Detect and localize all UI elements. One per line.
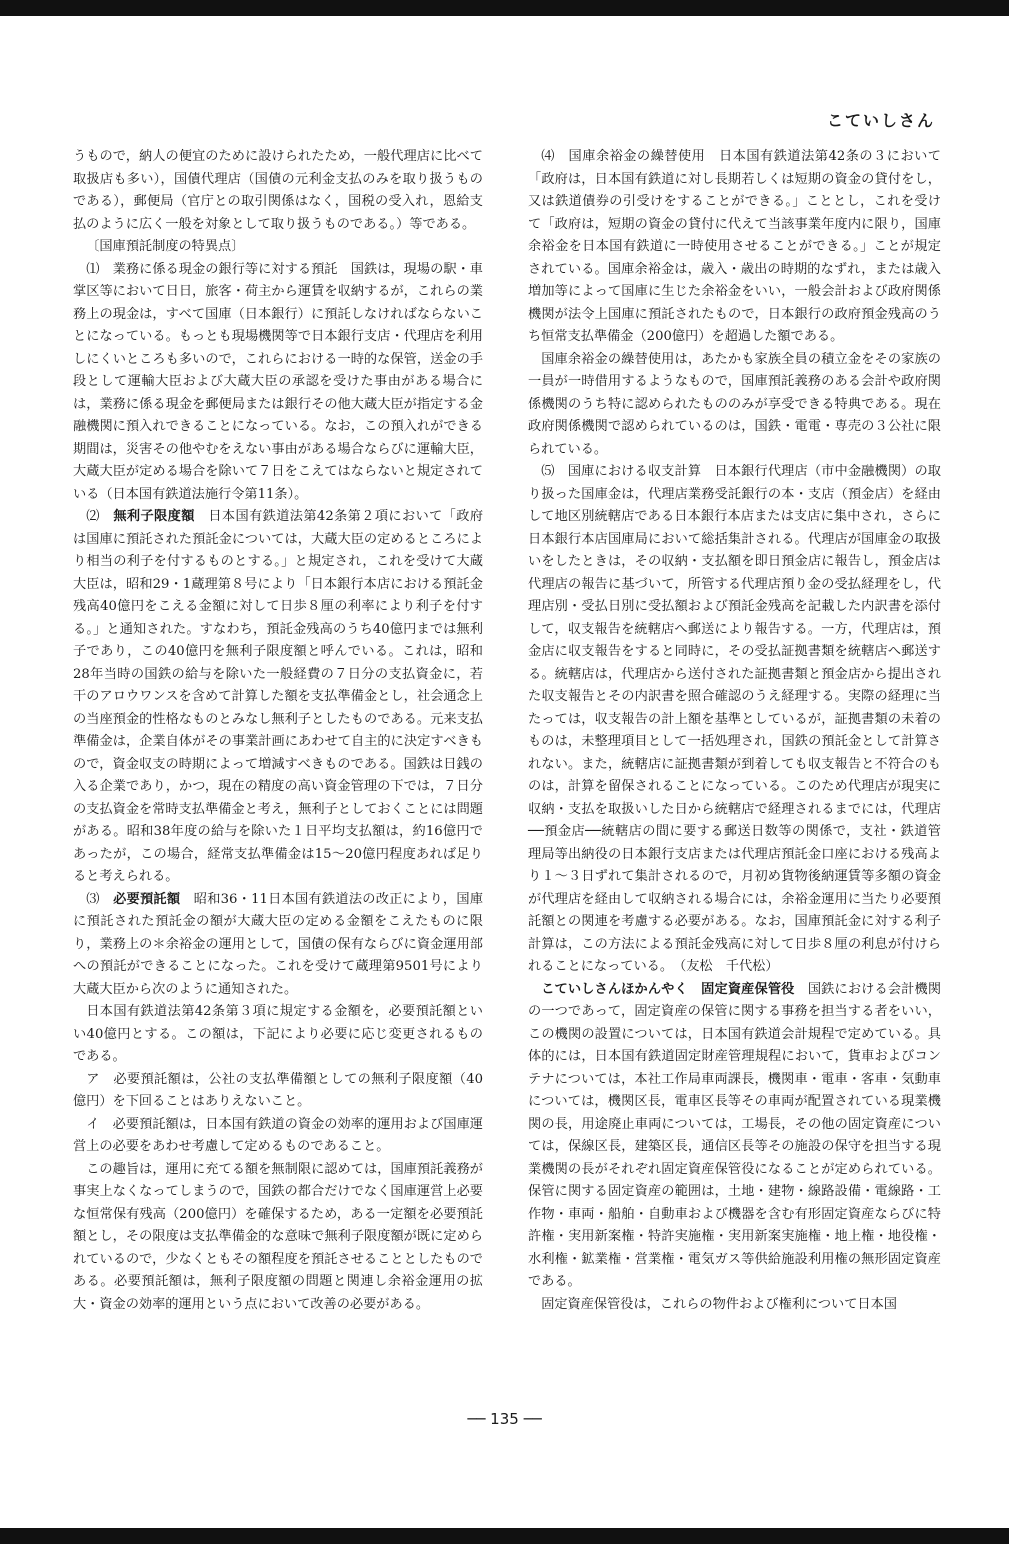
section-heading: 〔国庫預託制度の特異点〕 xyxy=(86,239,245,254)
paragraph: ア 必要預託額は，公社の支払準備額としての無利子限度額（40億円）を下回ることはありえないこと。 xyxy=(73,1071,483,1109)
page-number: ── 135 ── xyxy=(467,1410,542,1428)
paragraph: この趣旨は，運用に充てる額を無制限に認めては，国庫預託義務が事実上なくなってしまうので，国鉄の都合だけでなく国庫運営上必要な恒常保有残高（200億円）を確保するため，ある一定額を必要預託額とし，その限度は支払準備金的な意味で無利子限度額が既に定められているので，少なくともその額程度を預託させることとしたものである。必要預託額は，無利子限度額の問題と関連し余裕金運用の拡大・資金の効率的運用という点において改善の必要がある。 xyxy=(73,1161,483,1312)
page-number-value: 135 xyxy=(490,1410,519,1428)
right-column xyxy=(528,146,941,1316)
paragraph-body: ⑸ 国庫における収支計算 日本銀行代理店（市中金融機関）の取り扱った国庫金は，代理店業務受託銀行の本・支店（預金店）を経由して地区別統轄店である日本銀行本店または支店に集中され，さらに日本銀行本店国庫局において総括集計される。代理店が国庫金の取扱いをしたときは，その収納・支払額を即日預金店に報告し，預金店は代理店の報告に基づいて，所管する代理店預り金の受払経理をし，代理店別・受払日別に受払額および預託金残高を記載した内訳書を添付して，収支報告を統轄店へ郵送により報告する。一方，代理店は，預金店に収支報告をすると同時に，その受払証拠書類を統轄店へ郵送する。統轄店は，代理店から送付された証拠書類と預金店から提出された収支報告とその内訳書を照合確認のうえ経理する。実際の経理に当たっては，収支報告の計上額を基準としているが，証拠書類の未着のものは，未整理項目として一括処理され，国鉄の預託金として計算されない。また，統轄店に証拠書類が到着しても収支報告と不符合のものは，計算を留保されることになっている。このため代理店が現実に収納・支払を取扱いした日から統轄店で経理されるまでには，代理店──預金店──統轄店の間に要する郵送日数等の関係で，支社・鉄道管理局等出納役の日本銀行支店または代理店預託金口座における残高より１〜３日ずれて集計されるので，月初め貨物後納運賃等多額の資金が代理店を経由して収納される場合には，余裕金運用に当たり必要預託額との関連を考慮する必要がある。なお，国庫預託金に対する利子計算は，この方法による預託金残高に対して日歩８厘の利息が付けられることになっている。 xyxy=(528,464,941,974)
paragraph: うもので，納人の便宜のために設けられたため，一般代理店に比べて取扱店も多い），国債代理店（国債の元利金支払のみを取り扱うものである），郵便局（官庁との取引関係はなく，国税の受入れ，恩給支払のように広く一般を対象として取り扱うものである。）等である。 xyxy=(73,149,483,232)
paragraph: 固定資産保管役は，これらの物件および権利について日本国 xyxy=(541,1296,897,1312)
term-heading: 無利子限度額 xyxy=(113,509,195,524)
paragraph-body: 日本国有鉄道法第42条第２項において「政府は国庫に預託された預託金については，大蔵大臣の定めるところにより相当の利子を付するものとする。」と規定され，これを受けて大蔵大臣は，昭和29・1蔵理第８号により「日本銀行本店における預託金残高40億円をこえる金額に対して日歩８厘の利率により利子を付する。」と通知された。すなわち，預託金残高のうち40億円までは無利子であり，この40億円を無利子限度額と呼んでいる。これは，昭和28年当時の国鉄の給与を除いた一般経費の７日分の支払資金に，若干のアロウワンスを含めて計算した額を支払準備金とし，社会通念上の当座預金的性格なものとみなし無利子としたものである。元来支払準備金は，企業自体がその事業計画にあわせて自主的に決定すべきもので，資金収支の時期によって増減すべきものである。国鉄は日銭の入る企業であり，かつ，現在の精度の高い資金管理の下では，７日分の支払資金を常時支払準備金と考え，無利子としておくことには問題がある。昭和38年度の給与を除いた１日平均支払額は，約16億円であったが，この場合，経常支払準備金は15〜20億円程度あれば足りると考えられる。 xyxy=(73,509,484,884)
paragraph: 日本国有鉄道法第42条第３項に規定する金額を，必要預託額といい40億円とする。この額は，下記により必要に応じ変更されるものである。 xyxy=(73,1004,483,1064)
entry-heading: こていしさんほかんやく 固定資産保管役 xyxy=(541,981,795,997)
paragraph: イ 必要預託額は，日本国有鉄道の資金の効率的運用および国庫運営上の必要をあわせ考慮して定めるものであること。 xyxy=(73,1116,483,1154)
term-heading: 必要預託額 xyxy=(113,891,181,907)
paragraph xyxy=(528,979,941,1294)
running-head: こていしさん xyxy=(826,111,935,130)
paragraph: ⑴ 業務に係る現金の銀行等に対する預託 国鉄は，現場の駅・車掌区等において日日，旅客・荷主から運賃を収納するが，これらの業務上の現金は，すべて国庫（日本銀行）に預託しなければならないことになっている。もっとも現場機関等で日本銀行支店・代理店を利用しにくいところも多いので，これらにおける一時的な保管，送金の手段として運輸大臣および大蔵大臣の承認を受けた事由がある場合には，業務に係る現金を郵便局または銀行その他大蔵大臣が指定する金融機関に預入れできることになっている。なお，この預入れができる期間は，災害その他やむをえない事由がある場合ならびに運輸大臣，大蔵大臣が定める場合を除いて７日をこえてはならないと規定されている（日本国有鉄道法施行令第11条）。 xyxy=(73,261,483,502)
item-number: ⑶ xyxy=(86,891,114,907)
item-number: ⑵ xyxy=(86,509,114,524)
paragraph: 国庫余裕金の繰替使用は，あたかも家族全員の積立金をその家族の一員が一時借用するようなもので，国庫預託義務のある会計や政府関係機関のうち特に認められたもののみが享受できる特典である。現在政府関係機関で認められているのは，国鉄・電電・専売の３公社に限られている。 xyxy=(528,351,941,457)
bottom-border xyxy=(0,1528,1009,1544)
author-credit: （友松 千代松） xyxy=(679,959,779,974)
left-column xyxy=(73,146,483,1316)
paragraph xyxy=(528,461,941,979)
paragraph-body: 昭和36・11日本国有鉄道法の改正により，国庫に預託された預託金の額が大蔵大臣の定める金額をこえたものに限り，業務上の＊余裕金の運用として，国債の保有ならびに資金運用部への預託ができることになった。これを受けて蔵理第9501号により大蔵大臣から次のように通知された。 xyxy=(73,891,484,997)
paragraph-body: 国鉄における会計機関の一つであって，固定資産の保管に関する事務を担当する者をいい，この機関の設置については，日本国有鉄道会計規程で定めている。具体的には，日本国有鉄道固定財産管理規程において，貨車およびコンテナについては，本社工作局車両課長，機関車・電車・客車・気動車については，機関区長，電車区長等その車両が配置されている現業機関の長，用途廃止車両については，工場長，その他の固定資産については，保線区長，建築区長，通信区長等その施設の保守を担当する現業機関の長がそれぞれ固定資産保管役になることが定められている。保管に関する固定資産の範囲は，土地・建物・線路設備・電線路・工作物・車両・船舶・自動車および機器を含む有形固定資産ならびに特許権・実用新案権・特許実施権・実用新案実施権・地上権・地役権・水利権・鉱業権・営業権・電気ガス等供給施設利用権の無形固定資産である。 xyxy=(528,981,942,1289)
paragraph xyxy=(73,889,483,1002)
paragraph: ⑷ 国庫余裕金の繰替使用 日本国有鉄道法第42条の３において「政府は，日本国有鉄道に対し長期若しくは短期の資金の貸付をし，又は鉄道債券の引受けをすることができる。」こととし，これを受けて「政府は，短期の資金の貸付に代えて当該事業年度内に限り，国庫余裕金を日本国有鉄道に一時使用させることができる。」ことが規定されている。国庫余裕金は，歳入・歳出の時期的なずれ，または歳入増加等によって国庫に生じた余裕金をいい，一般会計および政府関係機関が法令上国庫に預託されたもので，日本銀行の政府預金残高のうち恒常支払準備金（200億円）を超過した額である。 xyxy=(528,149,941,344)
top-border xyxy=(0,0,1009,16)
paragraph xyxy=(73,506,483,889)
